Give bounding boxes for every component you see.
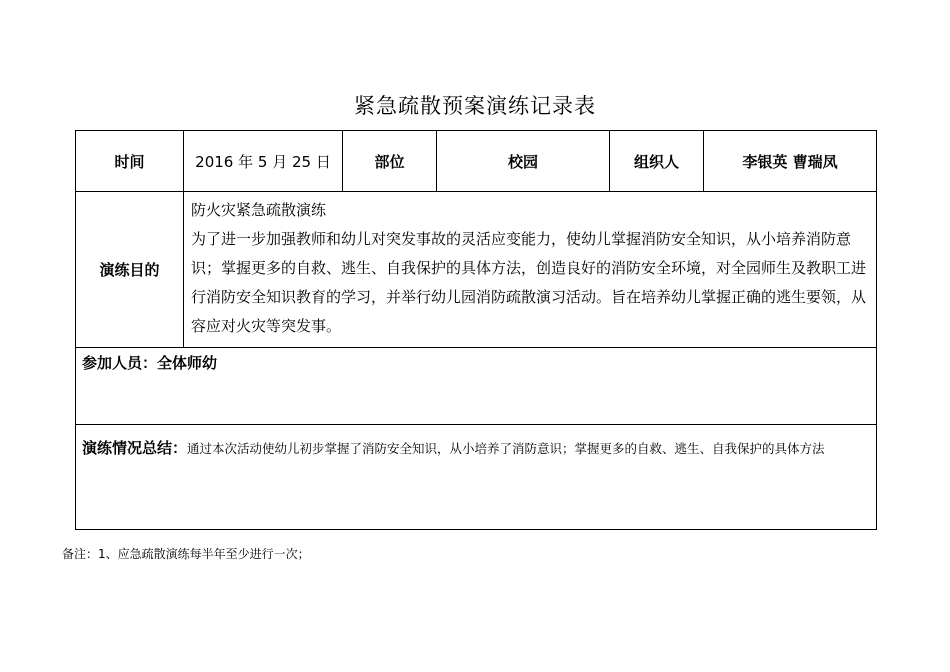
- organizer-label: 组织人: [610, 131, 704, 192]
- purpose-content: [184, 192, 877, 348]
- purpose-label: 演练目的: [76, 192, 184, 348]
- purpose-row: [76, 192, 877, 348]
- purpose-body-text: 为了进一步加强教师和幼儿对突发事故的灵活应变能力，使幼儿掌握消防安全知识，从小培养消防意识；掌握更多的自救、逃生、自我保护的具体方法，创造良好的消防安全环境，对全园师生及教职工进行消防安全知识教育的学习，并举行幼儿园消防疏散演习活动。旨在培养幼儿掌握正确的逃生要领，从容应对火灾等突发事。: [191, 230, 867, 335]
- time-value: 2016 年 5 月 25 日: [184, 131, 343, 192]
- participants: 参加人员：全体师幼: [76, 348, 877, 425]
- organizer-value: 李银英 曹瑞凤: [704, 131, 877, 192]
- dept-label: 部位: [343, 131, 437, 192]
- drill-record-table: [75, 130, 877, 530]
- header-row: [76, 131, 877, 192]
- page-title: 紧急疏散预案演练记录表: [354, 94, 596, 118]
- participants-row: [76, 348, 877, 425]
- purpose-title-line: 防火灾紧急疏散演练: [191, 201, 327, 219]
- summary-label: 演练情况总结：: [82, 439, 188, 457]
- summary-row: [76, 425, 877, 530]
- dept-value: 校园: [437, 131, 610, 192]
- time-label: 时间: [76, 131, 184, 192]
- footnote: 备注：1、应急疏散演练每半年至少进行一次；: [62, 547, 310, 561]
- summary-text: 通过本次活动使幼儿初步掌握了消防安全知识，从小培养了消防意识；掌握更多的自救、逃生、自我保护的具体方法: [187, 441, 825, 456]
- summary-cell: [76, 425, 877, 530]
